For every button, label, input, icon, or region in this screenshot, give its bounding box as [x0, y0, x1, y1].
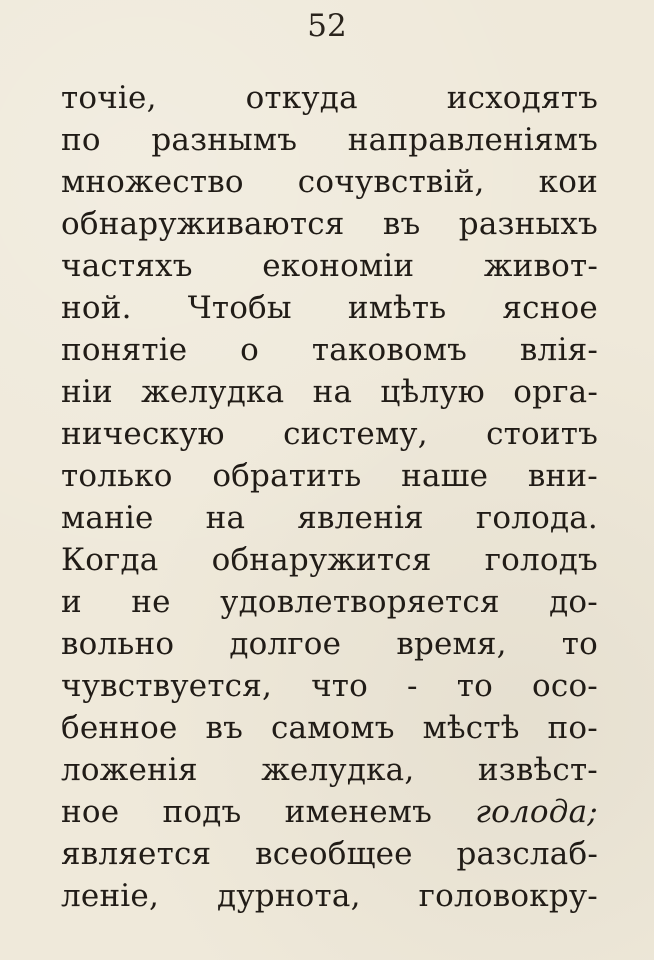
- text-line: [61, 329, 598, 371]
- text-line: [61, 287, 598, 329]
- word: именемъ: [284, 794, 433, 830]
- word: голода;: [475, 794, 598, 830]
- word: всеобщее: [255, 836, 413, 872]
- word: ническую: [61, 416, 225, 452]
- word: Чтобы: [187, 290, 292, 326]
- word: ное: [61, 794, 120, 830]
- word: сочувствій,: [297, 164, 485, 200]
- word: Когда: [61, 542, 159, 578]
- word: орга-: [513, 374, 598, 410]
- word: мѣстѣ: [422, 710, 520, 746]
- word: что: [311, 668, 369, 704]
- word: разслаб-: [456, 836, 598, 872]
- word: имѣть: [347, 290, 447, 326]
- word: обнаружится: [211, 542, 432, 578]
- word: разнымъ: [151, 122, 298, 158]
- word: на: [205, 500, 246, 536]
- word: стоитъ: [486, 416, 598, 452]
- word: откуда: [245, 80, 358, 116]
- text-line: [61, 161, 598, 203]
- word: чувствуется,: [61, 668, 273, 704]
- word: осо-: [532, 668, 598, 704]
- word: таковомъ: [311, 332, 468, 368]
- word: наше: [401, 458, 489, 494]
- text-line: [61, 581, 598, 623]
- text-line: [61, 497, 598, 539]
- word: понятіе: [61, 332, 188, 368]
- word: желудка,: [261, 752, 415, 788]
- word: въ: [205, 710, 244, 746]
- word: цѣлую: [380, 374, 485, 410]
- text-line: [61, 791, 598, 833]
- text-line: [61, 875, 598, 917]
- word: до-: [549, 584, 598, 620]
- word: удовлетворяется: [220, 584, 500, 620]
- text-line: [61, 119, 598, 161]
- word: и: [61, 584, 82, 620]
- word: точіе,: [61, 80, 157, 116]
- word: то: [561, 626, 598, 662]
- text-line: [61, 245, 598, 287]
- word: по: [61, 122, 101, 158]
- word: то: [456, 668, 493, 704]
- word: разныхъ: [458, 206, 598, 242]
- text-line: [61, 749, 598, 791]
- text-line: [61, 77, 598, 119]
- word: исходятъ: [446, 80, 598, 116]
- text-line: [61, 707, 598, 749]
- word: направленіямъ: [347, 122, 598, 158]
- word: леніе,: [61, 878, 160, 914]
- text-line: [61, 833, 598, 875]
- word: ясное: [502, 290, 598, 326]
- word: извѣст-: [477, 752, 598, 788]
- word: явленія: [297, 500, 424, 536]
- word: ложенія: [61, 752, 198, 788]
- text-line: [61, 539, 598, 581]
- word: влія-: [519, 332, 598, 368]
- word: маніе: [61, 500, 154, 536]
- word: вольно: [61, 626, 175, 662]
- text-line: [61, 665, 598, 707]
- word: систему,: [283, 416, 428, 452]
- word: на: [312, 374, 353, 410]
- word: желудка: [141, 374, 285, 410]
- text-line: [61, 203, 598, 245]
- word: ной.: [61, 290, 132, 326]
- word: вни-: [527, 458, 598, 494]
- word: подъ: [162, 794, 242, 830]
- word: економіи: [262, 248, 415, 284]
- word: по-: [547, 710, 598, 746]
- page-number: 52: [307, 8, 347, 44]
- word: ніи: [61, 374, 113, 410]
- word: время,: [396, 626, 507, 662]
- text-line: [61, 413, 598, 455]
- text-line: [61, 371, 598, 413]
- word: голодъ: [484, 542, 598, 578]
- word: частяхъ: [61, 248, 193, 284]
- text-line: [61, 623, 598, 665]
- word: бенное: [61, 710, 178, 746]
- word: только: [61, 458, 173, 494]
- word: является: [61, 836, 212, 872]
- word: обнаруживаются: [61, 206, 345, 242]
- word: самомъ: [271, 710, 395, 746]
- text-line: [61, 455, 598, 497]
- word: кои: [538, 164, 598, 200]
- word: голода.: [475, 500, 598, 536]
- word: множество: [61, 164, 244, 200]
- word: о: [240, 332, 260, 368]
- word: въ: [382, 206, 421, 242]
- word: -: [407, 668, 418, 704]
- body-text: [61, 77, 598, 917]
- word: обратить: [212, 458, 362, 494]
- word: долгое: [229, 626, 342, 662]
- word: не: [131, 584, 171, 620]
- word: головокру-: [418, 878, 598, 914]
- word: дурнота,: [217, 878, 361, 914]
- word: живот-: [483, 248, 598, 284]
